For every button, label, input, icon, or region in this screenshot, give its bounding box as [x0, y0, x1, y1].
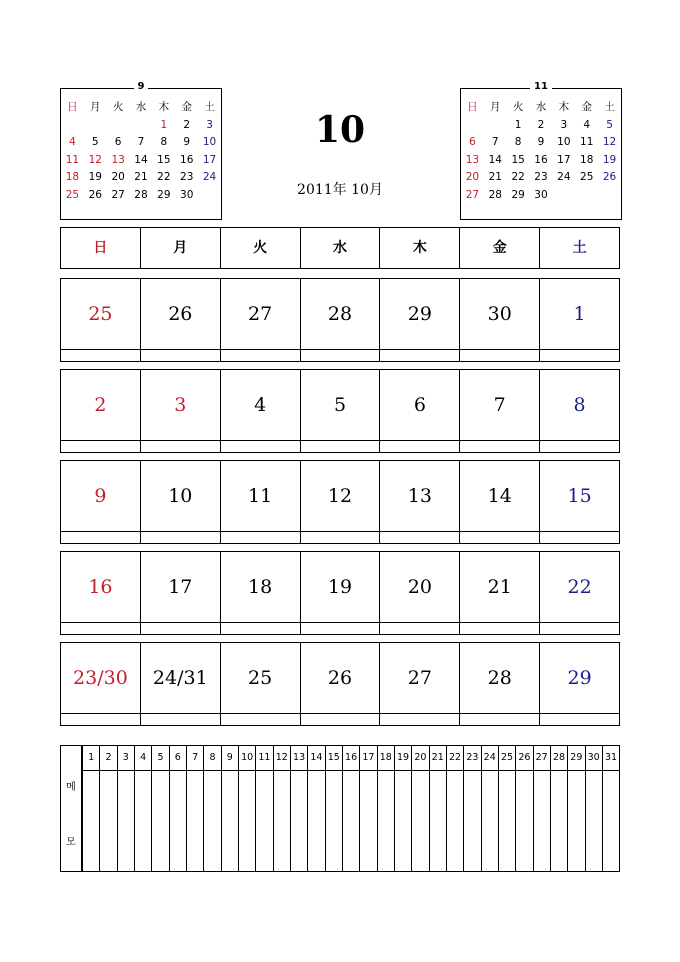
mini-day: 14 — [488, 153, 502, 166]
memo-day-number: 11 — [256, 746, 272, 771]
mini-weekday: 水 — [135, 101, 147, 113]
mini-day: 18 — [65, 171, 80, 183]
memo-day-number: 16 — [343, 746, 359, 771]
memo-day-column — [221, 746, 238, 871]
mini-day: 14 — [134, 153, 148, 166]
mini-day: 29 — [157, 188, 171, 201]
day-number: 11 — [248, 485, 273, 507]
day-cell — [300, 370, 380, 452]
day-number: 14 — [487, 485, 512, 507]
mini-day: 7 — [491, 136, 499, 148]
memo-day-column — [429, 746, 446, 871]
mini-day: 28 — [134, 188, 148, 201]
next-mini-title: 11 — [530, 81, 552, 92]
week-row — [60, 642, 620, 726]
day-cell — [459, 552, 539, 634]
day-note-strip — [380, 713, 459, 725]
mini-day: 12 — [602, 136, 617, 148]
day-note-strip — [61, 622, 140, 634]
day-cell — [140, 370, 220, 452]
day-note-strip — [141, 349, 220, 361]
mini-day: 26 — [88, 188, 102, 201]
mini-day: 23 — [180, 171, 194, 183]
day-number: 18 — [248, 576, 273, 598]
mini-day: 22 — [157, 171, 171, 183]
mini-day: 26 — [602, 171, 617, 183]
mini-day: 5 — [91, 136, 99, 148]
day-number: 5 — [333, 394, 347, 416]
memo-day-column — [325, 746, 342, 871]
day-number: 9 — [94, 485, 107, 507]
day-cell — [300, 552, 380, 634]
day-note-strip — [61, 531, 140, 543]
memo-day-column — [255, 746, 272, 871]
mini-day: 13 — [465, 153, 480, 166]
mini-day: 30 — [534, 188, 548, 201]
day-number: 28 — [327, 303, 353, 325]
mini-day: 2 — [537, 118, 545, 131]
memo-day-number: 23 — [464, 746, 480, 771]
day-cell — [140, 461, 220, 543]
day-cell — [459, 279, 539, 361]
day-note-strip — [301, 713, 380, 725]
mini-weekday: 火 — [512, 101, 524, 113]
mini-day: 30 — [180, 188, 194, 201]
day-note-strip — [540, 349, 619, 361]
day-number: 1 — [573, 303, 586, 325]
mini-day: 3 — [206, 118, 213, 131]
memo-day-number: 1 — [83, 746, 99, 771]
mini-day: 24 — [557, 171, 571, 183]
day-cell — [61, 643, 140, 725]
day-cell — [300, 279, 380, 361]
mini-day: 6 — [469, 136, 476, 148]
memo-day-column — [602, 746, 619, 871]
weekday-header: 土 — [539, 228, 619, 268]
memo-day-number: 21 — [430, 746, 446, 771]
mini-day — [198, 187, 221, 205]
day-note-strip — [221, 531, 300, 543]
memo-day-number: 26 — [516, 746, 532, 771]
memo-day-number: 22 — [447, 746, 463, 771]
mini-day: 28 — [488, 188, 502, 201]
memo-day-column — [498, 746, 515, 871]
memo-day-number: 30 — [586, 746, 602, 771]
mini-day — [598, 187, 621, 205]
day-note-strip — [141, 531, 220, 543]
mini-day — [461, 117, 484, 135]
day-note-strip — [540, 622, 619, 634]
memo-day-column — [342, 746, 359, 871]
prev-month-mini-calendar — [60, 81, 222, 220]
day-number: 16 — [88, 576, 113, 598]
mini-day: 17 — [202, 153, 217, 166]
day-number: 19 — [327, 576, 353, 598]
year-month-label: 2011年 10月 — [297, 182, 383, 198]
memo-day-column — [273, 746, 290, 871]
day-cell — [220, 461, 300, 543]
day-cell — [140, 552, 220, 634]
day-note-strip — [540, 531, 619, 543]
memo-day-column — [567, 746, 584, 871]
memo-label-bottom: 모 — [66, 837, 76, 848]
memo-day-number: 12 — [274, 746, 290, 771]
memo-day-number: 20 — [412, 746, 428, 771]
day-number: 30 — [487, 303, 512, 325]
mini-day — [61, 117, 84, 135]
mini-day: 19 — [88, 171, 102, 183]
day-cell — [220, 643, 300, 725]
day-note-strip — [221, 713, 300, 725]
mini-day: 10 — [557, 136, 571, 148]
memo-day-column — [203, 746, 220, 871]
memo-day-number: 3 — [118, 746, 134, 771]
memo-day-column — [117, 746, 134, 871]
memo-label-top: 메 — [66, 782, 76, 793]
big-month-number: 10 — [314, 109, 366, 151]
mini-day — [107, 117, 130, 135]
day-cell — [539, 643, 619, 725]
memo-day-column — [515, 746, 532, 871]
day-cell — [539, 370, 619, 452]
day-number: 29 — [567, 667, 592, 689]
memo-day-number: 29 — [568, 746, 584, 771]
weekday-header: 水 — [300, 228, 380, 268]
memo-day-column — [377, 746, 394, 871]
day-cell — [379, 461, 459, 543]
day-note-strip — [221, 349, 300, 361]
day-number: 15 — [567, 485, 592, 507]
weekday-header: 木 — [379, 228, 459, 268]
day-cell — [140, 279, 220, 361]
mini-weekday: 月 — [490, 101, 501, 113]
day-note-strip — [380, 531, 459, 543]
mini-weekday: 土 — [604, 101, 615, 113]
day-cell — [379, 279, 459, 361]
day-note-strip — [301, 531, 380, 543]
mini-weekday: 日 — [467, 101, 478, 113]
day-number: 26 — [168, 303, 193, 325]
mini-day: 21 — [488, 171, 502, 183]
weekday-header: 日 — [93, 240, 108, 256]
mini-day: 18 — [580, 153, 594, 166]
memo-day-column — [481, 746, 498, 871]
day-number: 8 — [573, 394, 586, 416]
memo-day-number: 6 — [170, 746, 186, 771]
memo-day-column — [411, 746, 428, 871]
memo-day-column — [394, 746, 411, 871]
memo-day-number: 25 — [499, 746, 515, 771]
mini-day: 11 — [65, 153, 80, 166]
day-note-strip — [460, 713, 539, 725]
day-cell — [539, 552, 619, 634]
day-note-strip — [61, 349, 140, 361]
day-number: 17 — [168, 576, 193, 598]
memo-day-number: 15 — [326, 746, 342, 771]
day-number: 25 — [88, 303, 113, 325]
day-note-strip — [141, 440, 220, 452]
mini-day: 21 — [134, 171, 148, 183]
mini-day: 9 — [183, 136, 191, 148]
mini-day: 25 — [580, 171, 594, 183]
mini-day: 8 — [160, 136, 168, 148]
day-cell — [459, 461, 539, 543]
day-number: 20 — [407, 576, 432, 598]
memo-day-column — [134, 746, 151, 871]
memo-day-column — [307, 746, 324, 871]
memo-day-column — [463, 746, 480, 871]
memo-day-column — [446, 746, 463, 871]
memo-label-column — [61, 746, 82, 871]
day-note-strip — [380, 622, 459, 634]
day-note-strip — [301, 622, 380, 634]
week-row — [60, 551, 620, 635]
day-cell — [220, 552, 300, 634]
mini-day: 20 — [465, 171, 480, 183]
mini-weekday: 木 — [158, 101, 170, 113]
next-month-mini-calendar — [460, 81, 622, 220]
memo-day-number: 18 — [378, 746, 394, 771]
memo-day-column — [169, 746, 186, 871]
mini-day: 25 — [65, 188, 80, 201]
weekday-header: 月 — [140, 228, 220, 268]
mini-weekday: 水 — [535, 101, 547, 113]
day-cell — [379, 643, 459, 725]
day-number: 2 — [94, 394, 107, 416]
day-note-strip — [301, 349, 380, 361]
day-note-strip — [460, 349, 539, 361]
day-number: 13 — [407, 485, 432, 507]
day-cell — [220, 370, 300, 452]
day-note-strip — [141, 622, 220, 634]
mini-day: 12 — [88, 153, 102, 166]
day-number: 6 — [413, 394, 426, 416]
mini-day: 5 — [606, 118, 613, 131]
day-number: 7 — [493, 394, 506, 416]
weekday-header: 火 — [220, 228, 300, 268]
memo-day-column — [585, 746, 602, 871]
memo-day-number: 31 — [603, 746, 619, 771]
day-cell — [300, 643, 380, 725]
mini-day: 2 — [183, 118, 191, 131]
mini-day: 27 — [111, 188, 125, 201]
day-note-strip — [540, 713, 619, 725]
day-note-strip — [460, 531, 539, 543]
mini-day: 6 — [114, 136, 122, 148]
day-cell — [459, 370, 539, 452]
memo-day-column — [186, 746, 203, 871]
mini-day: 16 — [534, 153, 548, 166]
day-note-strip — [61, 713, 140, 725]
day-note-strip — [460, 622, 539, 634]
day-cell — [61, 552, 140, 634]
day-note-strip — [540, 440, 619, 452]
prev-mini-grid — [61, 99, 221, 204]
mini-day: 29 — [511, 188, 525, 201]
mini-day — [84, 117, 107, 135]
day-number: 21 — [487, 576, 512, 598]
mini-day: 22 — [511, 171, 525, 183]
mini-day: 4 — [583, 118, 591, 131]
month-grid — [60, 278, 620, 733]
mini-weekday: 土 — [204, 101, 215, 113]
memo-day-column — [533, 746, 550, 871]
memo-day-number: 13 — [291, 746, 307, 771]
memo-day-number: 7 — [187, 746, 203, 771]
day-note-strip — [380, 440, 459, 452]
day-note-strip — [301, 440, 380, 452]
memo-day-column — [359, 746, 376, 871]
mini-day — [552, 187, 575, 205]
day-number: 27 — [407, 667, 432, 689]
day-cell — [379, 552, 459, 634]
day-cell — [61, 279, 140, 361]
memo-day-number: 17 — [360, 746, 376, 771]
day-number: 28 — [487, 667, 512, 689]
day-cell — [539, 279, 619, 361]
week-row — [60, 460, 620, 544]
day-cell — [459, 643, 539, 725]
mini-day: 1 — [514, 118, 522, 131]
mini-day — [130, 117, 153, 135]
mini-day: 19 — [602, 153, 617, 166]
memo-day-number: 14 — [308, 746, 324, 771]
day-cell — [220, 279, 300, 361]
memo-day-number: 5 — [152, 746, 168, 771]
day-number: 10 — [168, 485, 193, 507]
day-number: 4 — [254, 394, 267, 416]
mini-day: 15 — [511, 153, 525, 166]
mini-day: 17 — [557, 153, 571, 166]
mini-day: 3 — [560, 118, 568, 131]
week-row — [60, 278, 620, 362]
day-note-strip — [460, 440, 539, 452]
day-number: 29 — [407, 303, 432, 325]
mini-day — [575, 187, 598, 205]
memo-day-column — [290, 746, 307, 871]
day-number: 23/30 — [73, 667, 128, 689]
mini-day: 27 — [465, 188, 480, 201]
memo-day-number: 4 — [135, 746, 151, 771]
mini-day: 23 — [534, 171, 548, 183]
mini-day — [484, 117, 507, 135]
day-cell — [300, 461, 380, 543]
prev-mini-title: 9 — [134, 81, 149, 92]
day-number: 26 — [327, 667, 353, 689]
day-number: 12 — [327, 485, 353, 507]
mini-day: 24 — [202, 171, 217, 183]
memo-day-column — [82, 746, 99, 871]
weekday-header: 金 — [459, 228, 539, 268]
weekday-header-row — [60, 227, 620, 269]
mini-day: 10 — [202, 136, 217, 148]
memo-day-number: 9 — [222, 746, 238, 771]
memo-day-column — [151, 746, 168, 871]
mini-day: 16 — [180, 153, 194, 166]
day-note-strip — [61, 440, 140, 452]
memo-table — [60, 745, 620, 872]
mini-day: 7 — [137, 136, 145, 148]
day-number: 27 — [248, 303, 273, 325]
memo-day-number: 19 — [395, 746, 411, 771]
next-mini-grid — [461, 99, 621, 204]
week-row — [60, 369, 620, 453]
day-note-strip — [141, 713, 220, 725]
mini-weekday: 金 — [181, 101, 192, 113]
memo-day-number: 28 — [551, 746, 567, 771]
day-note-strip — [380, 349, 459, 361]
memo-day-number: 2 — [100, 746, 116, 771]
mini-day: 4 — [69, 136, 76, 148]
memo-day-number: 8 — [204, 746, 220, 771]
mini-day: 15 — [157, 153, 171, 166]
mini-day: 1 — [160, 118, 168, 131]
day-number: 25 — [248, 667, 273, 689]
memo-day-column — [550, 746, 567, 871]
day-cell — [379, 370, 459, 452]
day-cell — [140, 643, 220, 725]
day-number: 24/31 — [152, 667, 208, 689]
day-note-strip — [221, 622, 300, 634]
memo-day-number: 27 — [534, 746, 550, 771]
memo-day-column — [238, 746, 255, 871]
mini-day: 11 — [580, 136, 594, 148]
mini-day: 8 — [514, 136, 522, 148]
mini-weekday: 火 — [112, 101, 124, 113]
day-cell — [61, 370, 140, 452]
mini-weekday: 金 — [581, 101, 592, 113]
mini-weekday: 木 — [558, 101, 570, 113]
day-number: 3 — [174, 394, 187, 416]
day-cell — [61, 461, 140, 543]
memo-day-number: 24 — [482, 746, 498, 771]
day-cell — [539, 461, 619, 543]
mini-day: 9 — [537, 136, 545, 148]
memo-day-number: 10 — [239, 746, 255, 771]
mini-weekday: 月 — [90, 101, 101, 113]
mini-day: 20 — [111, 171, 125, 183]
day-note-strip — [221, 440, 300, 452]
day-number: 22 — [567, 576, 592, 598]
memo-day-column — [99, 746, 116, 871]
mini-weekday: 日 — [67, 101, 78, 113]
mini-day: 13 — [111, 153, 125, 166]
